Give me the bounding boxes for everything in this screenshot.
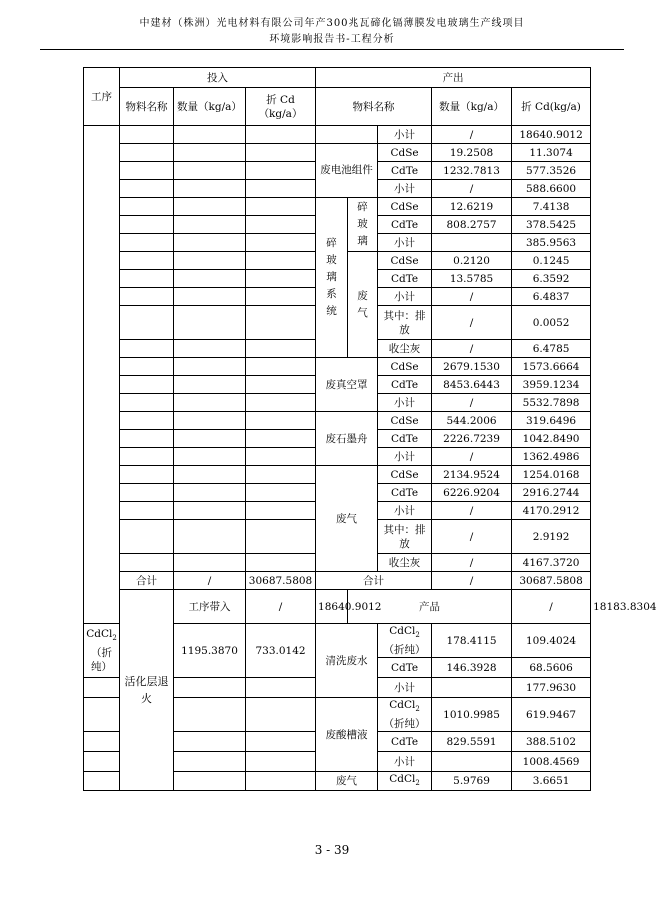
cd-value: 388.5102 [512, 732, 591, 752]
output-cdcl2 [378, 772, 432, 791]
emission-label: 其中：排放 [378, 306, 432, 340]
qty-value: 6226.9204 [432, 484, 512, 502]
material-cdte: CdTe [378, 658, 432, 678]
qty-value: 2679.1530 [432, 358, 512, 376]
subtotal-label: 小计 [378, 126, 432, 144]
document-header-title: 中建材（株洲）光电材料有限公司年产300兆瓦碲化镉薄膜发电玻璃生产线项目 [139, 18, 525, 29]
input-cdcl2-qty: 1195.3870 [174, 624, 246, 678]
subtotal-value: 4170.2912 [512, 502, 591, 520]
total-input-cd: 30687.5808 [246, 572, 316, 590]
material-cdse: CdSe [378, 144, 432, 162]
material-cdte: CdTe [378, 376, 432, 394]
subtotal-value: 177.9630 [512, 678, 591, 698]
slash: / [432, 126, 512, 144]
qty-value: 146.3928 [432, 658, 512, 678]
header-output: 产出 [316, 68, 591, 88]
process-cell-upper [84, 126, 120, 624]
slash: / [432, 394, 512, 412]
subtotal-value: 5532.7898 [512, 394, 591, 412]
qty-value: 8453.6443 [432, 376, 512, 394]
waste-graphite-boat: 废石墨舟 [316, 412, 378, 466]
pure-note: （折纯） [383, 643, 426, 656]
subtotal-value: 385.9563 [512, 234, 591, 252]
slash: / [432, 502, 512, 520]
subtotal-label: 小计 [378, 448, 432, 466]
subtotal-value: 588.6600 [512, 180, 591, 198]
cd-value: 3959.1234 [512, 376, 591, 394]
waste-cell-module: 废电池组件 [316, 144, 378, 198]
material-cdte: CdTe [378, 270, 432, 288]
cdcl2-text: CdCl [86, 628, 113, 641]
process-carry-in-cd: 18640.9012 [316, 590, 348, 624]
cd-value: 1042.8490 [512, 430, 591, 448]
material-cdte: CdTe [378, 216, 432, 234]
subtotal-label: 小计 [378, 394, 432, 412]
material-cdte: CdTe [378, 732, 432, 752]
crushed-glass-waste-gas: 废气 [348, 252, 378, 358]
slash: / [246, 590, 316, 624]
slash: / [432, 448, 512, 466]
material-cdse: CdSe [378, 412, 432, 430]
slash: / [512, 590, 591, 624]
header-qty: 数量（kg/a） [174, 88, 246, 126]
cdcl2-text: CdCl [389, 773, 416, 785]
product-label: 产品 [348, 590, 512, 624]
cdcl2-subscript: 2 [415, 779, 420, 788]
output-cdcl2 [378, 698, 432, 732]
qty-value: 1232.7813 [432, 162, 512, 180]
material-balance-table: 工序 投入 产出 物料名称 数量（kg/a） 折 Cd（kg/a） 物料名称 数量（kg/a） 折 Cd(kg/a) 小计 / 18640.9012 废电池组件 CdSe 19.2508 11.3074 CdTe 1232.7813 577.3526 小计 / 588.6600 碎玻璃系统 碎玻璃 CdSe 12.6219 7.4138 CdTe 808.2757 378.5425 小计 385.9563 废气 CdSe 0.2120 0.1245 CdTe 13.5785 6.3592 小计 / 6.4837 其中：排放 / 0.0052 收尘灰 / 6.4785 废真空罩 CdSe 2679.1530 1573.6664 CdTe 8453.6443 3959.1234 小计 / 5532.7898 废石墨舟 CdSe 544.2006 319.6496 CdTe 2226.7239 1042.8490 小计 / 1362.4986 废气 CdSe 2134.9524 1254.0168 CdTe 6226.9204 2916.2744 小计 / 4170.2912 其中：排放 / 2.9192 收尘灰 / 4167.3720 合计 / 30687.5808 合计 / 30687.5808 活化层退火 工序带入 / 18640.9012 产品 / 18183.8304 CdCl$_2$ （折纯） 1195.3870 733.0142 清洗废水 CdCl$_2$ （折纯） 178.4115 109.4024 CdTe 146.3928 68.5606 小计 177.9630 废酸槽液 CdCl$_2$ （折纯） 1010.9985 619.9467 CdTe 829.5591 388.5102 小计 1008.4569 废气 CdCl$_2$ 5.9769 3.6651 [83, 67, 591, 791]
waste-acid-bath: 废酸槽液 [316, 698, 378, 772]
header-input: 投入 [120, 68, 316, 88]
header-out-material: 物料名称 [316, 88, 432, 126]
cd-value: 68.5606 [512, 658, 591, 678]
page-number: 3 - 39 [314, 843, 350, 857]
cdcl2-subscript: 2 [112, 634, 117, 643]
pure-note: （折纯） [91, 646, 112, 673]
output-cdcl2 [378, 624, 432, 658]
subtotal-label: 小计 [378, 752, 432, 772]
total-output-cd: 30687.5808 [512, 572, 591, 590]
qty-value: 808.2757 [432, 216, 512, 234]
material-cdse: CdSe [378, 252, 432, 270]
slash: / [432, 572, 512, 590]
qty-value: 19.2508 [432, 144, 512, 162]
waste-vacuum-hood: 废真空罩 [316, 358, 378, 412]
subtotal-label: 小计 [378, 234, 432, 252]
cdcl2-text: CdCl [389, 625, 416, 638]
cd-value: 619.9467 [512, 698, 591, 732]
total-label-output: 合计 [316, 572, 432, 590]
header-out-cd: 折 Cd(kg/a) [512, 88, 591, 126]
slash: / [432, 306, 512, 340]
qty-value: 2134.9524 [432, 466, 512, 484]
dust-label: 收尘灰 [378, 340, 432, 358]
blank-cell [432, 234, 512, 252]
waste-gas: 废气 [316, 466, 378, 572]
cd-value: 378.5425 [512, 216, 591, 234]
cd-value: 3.6651 [512, 772, 591, 791]
total-label-input: 合计 [120, 572, 174, 590]
material-cdte: CdTe [378, 430, 432, 448]
cd-value: 0.1245 [512, 252, 591, 270]
input-cdcl2-cd: 733.0142 [246, 624, 316, 678]
cdcl2-text: CdCl [389, 699, 416, 712]
process-carry-in: 工序带入 [174, 590, 246, 624]
qty-value: 12.6219 [432, 198, 512, 216]
slash: / [432, 180, 512, 198]
document-header-subtitle: 环境影响报告书-工程分析 [269, 34, 395, 45]
slash: / [432, 520, 512, 554]
emission-label: 其中：排放 [378, 520, 432, 554]
wash-wastewater: 清洗废水 [316, 624, 378, 698]
cd-value: 6.3592 [512, 270, 591, 288]
subtotal-value: 18640.9012 [512, 126, 591, 144]
cd-value: 7.4138 [512, 198, 591, 216]
slash: / [432, 554, 512, 572]
slash: / [432, 340, 512, 358]
material-cdse: CdSe [378, 358, 432, 376]
header-rule [40, 49, 624, 50]
qty-value: 544.2006 [432, 412, 512, 430]
cd-value: 2916.2744 [512, 484, 591, 502]
input-cdcl2 [84, 624, 120, 678]
header-out-qty: 数量（kg/a） [432, 88, 512, 126]
blank-cell [316, 126, 378, 144]
slash: / [432, 288, 512, 306]
crushed-glass: 碎玻璃 [348, 198, 378, 252]
qty-value: 13.5785 [432, 270, 512, 288]
material-cdse: CdSe [378, 198, 432, 216]
qty-value: 1010.9985 [432, 698, 512, 732]
subtotal-label: 小计 [378, 288, 432, 306]
qty-value: 2226.7239 [432, 430, 512, 448]
subtotal-label: 小计 [378, 180, 432, 198]
pure-note: （折纯） [383, 717, 426, 730]
qty-value: 178.4115 [432, 624, 512, 658]
cd-value: 577.3526 [512, 162, 591, 180]
material-cdse: CdSe [378, 466, 432, 484]
cdcl2-subscript: 2 [415, 705, 420, 714]
cdcl2-subscript: 2 [415, 631, 420, 640]
subtotal-label: 小计 [378, 678, 432, 698]
cd-value: 109.4024 [512, 624, 591, 658]
subtotal-value: 6.4837 [512, 288, 591, 306]
header-cd: 折 Cd（kg/a） [246, 88, 316, 126]
dust-value: 6.4785 [512, 340, 591, 358]
process-activation-annealing: 活化层退火 [120, 590, 174, 791]
waste-gas-annealing: 废气 [316, 772, 378, 791]
material-cdte: CdTe [378, 162, 432, 180]
subtotal-label: 小计 [378, 502, 432, 520]
blank-cell [432, 678, 512, 698]
cd-value: 319.6496 [512, 412, 591, 430]
blank-cell [432, 752, 512, 772]
dust-label: 收尘灰 [378, 554, 432, 572]
emission-value: 0.0052 [512, 306, 591, 340]
cd-value: 1573.6664 [512, 358, 591, 376]
header-material: 物料名称 [120, 88, 174, 126]
emission-value: 2.9192 [512, 520, 591, 554]
header-process: 工序 [84, 68, 120, 126]
qty-value: 5.9769 [432, 772, 512, 791]
crushed-glass-system: 碎玻璃系统 [316, 198, 348, 358]
subtotal-value: 1362.4986 [512, 448, 591, 466]
cd-value: 11.3074 [512, 144, 591, 162]
dust-value: 4167.3720 [512, 554, 591, 572]
cd-value: 1254.0168 [512, 466, 591, 484]
subtotal-value: 1008.4569 [512, 752, 591, 772]
qty-value: 0.2120 [432, 252, 512, 270]
material-cdte: CdTe [378, 484, 432, 502]
slash: / [174, 572, 246, 590]
qty-value: 829.5591 [432, 732, 512, 752]
